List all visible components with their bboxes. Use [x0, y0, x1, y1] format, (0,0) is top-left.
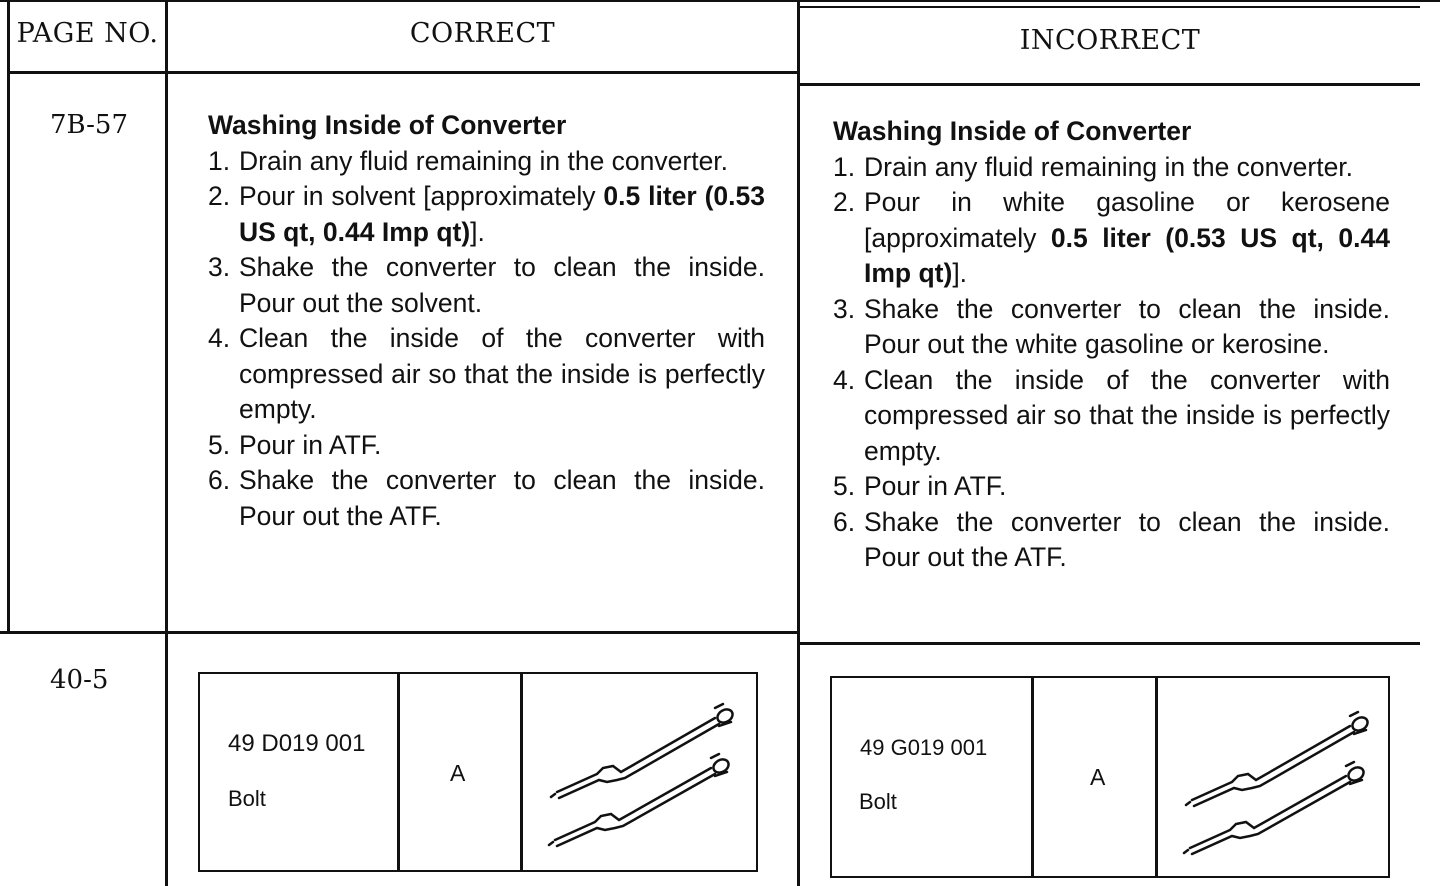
table-top-border	[0, 0, 1440, 2]
header-incorrect: INCORRECT	[1019, 25, 1201, 56]
correct-tool-box	[198, 672, 758, 872]
step-item: 5. Pour in ATF.	[208, 429, 382, 460]
step-item: 1. Drain any fluid remaining in the converter.	[833, 151, 1354, 182]
page-number-7b-57: 7B-57	[50, 110, 128, 140]
part-number: 49 D019 001	[228, 730, 366, 757]
header-correct: CORRECT	[409, 18, 556, 49]
column-divider-1	[165, 0, 168, 886]
figure-code: A	[1090, 764, 1106, 790]
procedure-title: Washing Inside of Converter	[833, 116, 1192, 146]
header-bottom-border	[7, 71, 800, 74]
correct-procedure	[208, 108, 765, 534]
step-item: 6. Shake the converter to clean the inside. Pour out the ATF.	[208, 465, 765, 531]
step-item: 3. Shake the converter to clean the inside. Pour out the white gasoline or kerosine.	[833, 293, 1390, 359]
table-top-border-right	[800, 6, 1420, 8]
column-divider-2	[797, 0, 800, 886]
tool-divider	[397, 674, 400, 870]
tool-divider	[1031, 678, 1034, 876]
tool-divider	[520, 674, 523, 870]
procedure-steps	[208, 144, 765, 535]
step-item: 5. Pour in ATF.	[833, 471, 1007, 501]
figure-code: A	[450, 760, 466, 786]
step-item: 3. Shake the converter to clean the inside. Pour out the solvent.	[208, 252, 765, 318]
step-item: 2. Pour in solvent [approximately 0.5 liter (0.53 US qt, 0.44 Imp qt)].	[208, 181, 765, 247]
step-item: 1. Drain any fluid remaining in the converter.	[208, 145, 729, 176]
header-bottom-border-right	[800, 83, 1420, 86]
step-item: 6. Shake the converter to clean the inside. Pour out the ATF.	[833, 506, 1390, 572]
incorrect-procedure	[833, 114, 1390, 576]
bolt-illustration	[525, 682, 750, 862]
part-name: Bolt	[228, 786, 266, 811]
step-item: 4. Clean the inside of the converter with compressed air so that the inside is perfectly empty.	[833, 364, 1390, 466]
left-border	[7, 0, 10, 632]
step-item: 2. Pour in white gasoline or kerosene [approximately 0.5 liter (0.53 US qt, 0.44 Imp qt)].	[833, 187, 1390, 288]
header-page-no: PAGE NO.	[16, 18, 159, 49]
procedure-title: Washing Inside of Converter	[208, 110, 567, 140]
step-item: 4. Clean the inside of the converter with compressed air so that the inside is perfectly empty.	[208, 323, 765, 424]
part-name: Bolt	[859, 789, 897, 814]
row-divider-right	[800, 642, 1420, 645]
page-number-40-5: 40-5	[50, 665, 109, 695]
procedure-steps	[833, 150, 1390, 576]
part-number: 49 G019 001	[860, 735, 988, 760]
incorrect-tool-box	[830, 676, 1390, 878]
row-divider	[0, 631, 800, 634]
bolt-illustration	[1162, 688, 1387, 868]
tool-divider	[1155, 678, 1158, 876]
